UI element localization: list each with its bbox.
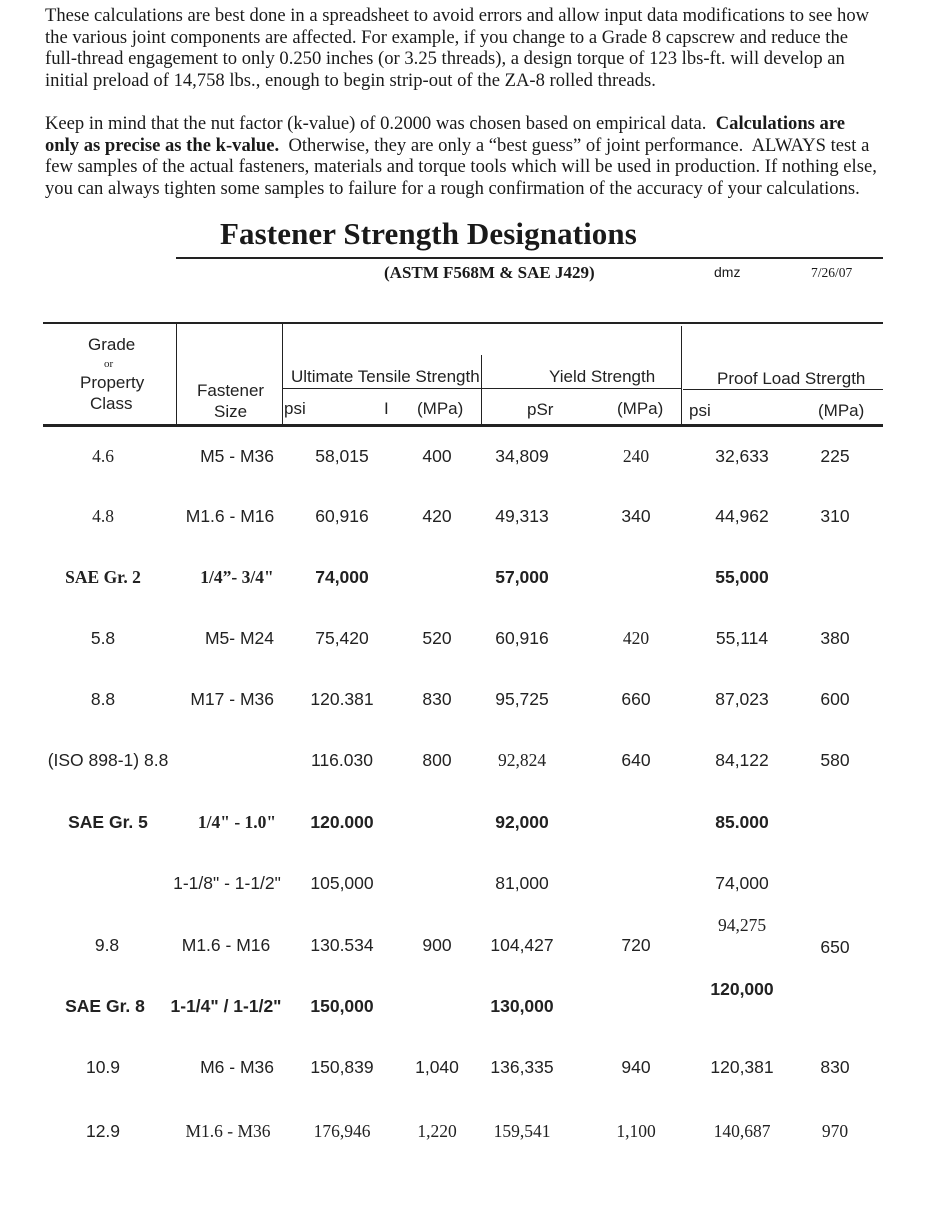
intro-line [45,113,905,135]
cell-size: M1.6 - M36 [185,1121,271,1141]
cell-grade: SAE Gr. 8 [65,996,145,1016]
intro-paragraph-1 [45,5,905,91]
cell-pl-psi: 120,381 [710,1057,774,1077]
cell-uts-psi: 116.030 [311,750,373,770]
intro-line: full-thread engagement to only 0.250 inches (or 3.25 threads), a design torque of 123 lbs-ft. will develop an [45,48,845,69]
column-divider [176,323,177,425]
cell-uts-psi: 150,000 [310,996,374,1016]
document-date: 7/26/07 [811,265,853,280]
cell-uts-psi: 150,839 [310,1057,374,1077]
title-underline [176,257,883,259]
cell-grade: 8.8 [90,689,116,709]
table-header-bottom-rule [43,424,883,427]
header-property: Property [80,373,145,392]
header-class: Class [90,394,133,413]
header-ys-mpa: (MPa) [617,399,664,418]
cell-ys-psi: 57,000 [495,567,549,587]
header-uts-separator: I [384,399,389,418]
cell-size: 1-1/8" - 1-1/2" [173,873,281,893]
cell-ys-psi: 34,809 [495,446,549,466]
header-pl-psi: psi [689,401,711,420]
cell-size: M6 - M36 [200,1057,274,1077]
cell-uts-psi: 58,015 [315,446,369,466]
cell-pl-mpa: 970 [821,1121,849,1141]
cell-pl-mpa: 650 [820,937,850,957]
cell-ys-mpa: 240 [622,446,650,466]
cell-pl-psi: 32,633 [715,446,769,466]
cell-uts-mpa: 830 [422,689,452,709]
cell-pl-mpa: 830 [820,1057,850,1077]
cell-pl-mpa: 580 [820,750,850,770]
column-divider [282,323,283,425]
cell-pl-psi: 140,687 [713,1121,771,1141]
cell-grade: 12.9 [85,1121,121,1141]
header-fastener: Fastener [197,381,265,400]
header-grade-or: or [104,358,114,370]
intro-text: Keep in mind that the nut factor (k-value) of 0.2000 was chosen based on empirical data. [45,113,716,134]
cell-ys-psi: 130,000 [490,996,554,1016]
intro-paragraph-2 [45,113,905,199]
cell-grade: 4.8 [92,506,114,526]
cell-grade: 5.8 [90,628,116,648]
cell-pl-mpa: 310 [820,506,850,526]
cell-ys-mpa: 420 [622,628,650,648]
cell-uts-mpa: 1,040 [415,1057,459,1077]
cell-size: M5- M24 [204,628,274,648]
cell-uts-psi: 176,946 [313,1121,371,1141]
cell-grade: SAE Gr. 2 [65,567,141,587]
header-ys-psi: pSr [527,400,554,419]
cell-grade: (ISO 898-1) 8.8 [47,750,169,770]
page-title: Fastener Strength Designations [220,216,637,251]
cell-pl-psi: 94,275 [717,915,767,935]
header-size: Size [214,402,248,421]
cell-ys-mpa: 720 [621,935,651,955]
header-uts-mpa: (MPa) [417,399,464,418]
cell-size: 1/4" - 1.0" [197,812,277,832]
cell-ys-psi: 159,541 [493,1121,551,1141]
intro-line: initial preload of 14,758 lbs., enough to begin strip-out of the ZA-8 rolled threads. [45,69,656,91]
cell-ys-psi: 136,335 [490,1057,554,1077]
table-top-rule [43,322,883,324]
cell-uts-mpa: 900 [422,935,452,955]
cell-uts-psi: 75,420 [315,628,369,648]
cell-grade: SAE Gr. 5 [68,812,148,832]
cell-ys-psi: 49,313 [495,506,549,526]
cell-ys-mpa: 340 [621,506,651,526]
cell-size: 1/4”- 3/4" [200,567,274,587]
cell-pl-mpa: 600 [820,689,850,709]
cell-grade: 4.6 [92,446,114,466]
header-ultimate-tensile: Ultimate Tensile Strength [291,367,480,386]
cell-size: M5 - M36 [200,446,274,466]
cell-pl-psi: 85.000 [715,812,769,832]
cell-ys-psi: 81,000 [495,873,549,893]
cell-size: 1-1/4" / 1-1/2" [170,996,282,1016]
cell-uts-psi: 105,000 [310,873,374,893]
header-uts-psi: psi [284,399,306,418]
cell-pl-psi: 55,000 [715,567,769,587]
cell-ys-psi: 95,725 [495,689,549,709]
intro-line: few samples of the actual fasteners, materials and torque tools which will be used in production. If nothing else, [45,156,877,177]
intro-line [45,135,905,157]
header-pl-mpa: (MPa) [818,401,865,420]
cell-size: M17 - M36 [190,689,274,709]
cell-ys-mpa: 1,100 [616,1121,656,1141]
page-subtitle: (ASTM F568M & SAE J429) [384,263,595,282]
cell-uts-psi: 120.381 [310,689,374,709]
intro-line: the various joint components are affected. For example, if you change to a Grade 8 capscrew and reduce the [45,26,848,48]
intro-line: you can always tighten some samples to failure for a rough confirmation of the accuracy of your calculations. [45,177,860,199]
cell-uts-mpa: 520 [422,628,452,648]
cell-uts-psi: 60,916 [315,506,369,526]
cell-uts-mpa: 400 [422,446,452,466]
header-yield: Yield Strength [549,367,656,386]
cell-pl-psi: 87,023 [715,689,769,709]
cell-ys-psi: 92,000 [495,812,549,832]
column-divider [481,355,482,425]
intro-emphasis: only as precise as the k-value. [45,134,280,156]
cell-uts-psi: 120.000 [310,812,374,832]
cell-ys-mpa: 660 [621,689,651,709]
cell-pl-mpa: 380 [820,628,850,648]
intro-line: These calculations are best done in a spreadsheet to avoid errors and allow input data modifications to see how [45,5,870,26]
cell-uts-mpa: 800 [422,750,452,770]
cell-ys-psi: 92,824 [497,750,547,770]
cell-uts-psi: 74,000 [315,567,369,587]
cell-grade: 10.9 [85,1057,121,1077]
header-proof-load: Proof Load Strergth [717,369,866,388]
cell-pl-psi: 44,962 [715,506,769,526]
cell-uts-psi: 130.534 [310,935,374,955]
column-divider [681,326,682,425]
intro-emphasis: Calculations are [715,113,846,134]
intro-text: Otherwise, they are only a “best guess” of joint performance. ALWAYS test a [279,134,870,156]
cell-ys-psi: 104,427 [490,935,554,955]
cell-ys-mpa: 940 [621,1057,651,1077]
cell-grade: 9.8 [94,935,120,955]
cell-pl-psi: 84,122 [715,750,769,770]
cell-pl-mpa: 225 [820,446,850,466]
group-underline [683,389,883,390]
group-underline [283,388,681,389]
cell-uts-mpa: 420 [422,506,452,526]
author-initials: dmz [714,264,741,280]
cell-size: M1.6 - M16 [181,935,271,955]
cell-pl-psi: 120,000 [710,979,774,999]
header-grade: Grade [88,335,136,354]
cell-size: M1.6 - M16 [185,506,275,526]
cell-ys-mpa: 640 [621,750,651,770]
cell-pl-psi: 55,114 [715,628,769,648]
cell-pl-psi: 74,000 [715,873,769,893]
cell-uts-mpa: 1,220 [417,1121,457,1141]
cell-ys-psi: 60,916 [495,628,549,648]
